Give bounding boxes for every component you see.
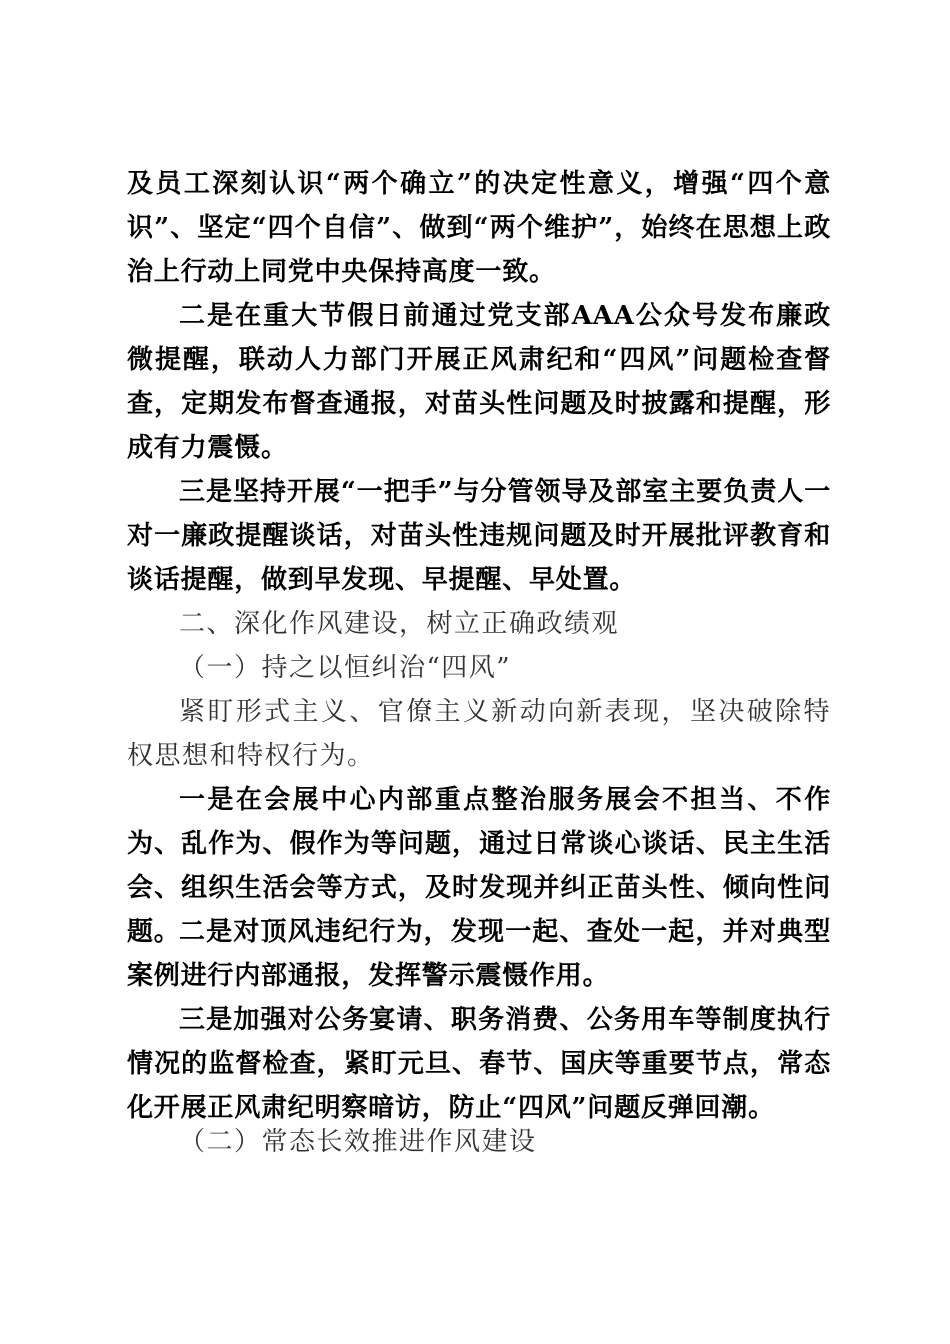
section-heading: 二、深化作风建设，树立正确政绩观: [179, 609, 620, 639]
paragraph-continuation: 及员工深刻认识“两个确立”的决定性意义，增强“四个意识”、坚定“四个自信”、做到“两个维护”，始终在思想上政治上行动上同党中央保持高度一致。: [127, 169, 831, 287]
paragraph-item-one-b: 一是在会展中心内部重点整治服务展会不担当、不作为、乱作为、假作为等问题，通过日常谈心谈话、民主生活会、组织生活会等方式，及时发现并纠正苗头性、倾向性问题。: [127, 785, 831, 947]
paragraph-item-three: 三是坚持开展“一把手”与分管领导及部室主要负责人一对一廉政提醒谈话，对苗头性违规问题及时开展批评教育和谈话提醒，做到早发现、早提醒、早处置。: [127, 477, 831, 595]
paragraph-item-three-b: 三是加强对公务宴请、职务消费、公务用车等制度执行情况的监督检查，紧盯元旦、春节、国庆等重要节点，常态化开展正风肃纪明察暗访，防止“四风”问题反弹回潮。: [127, 1005, 831, 1123]
paragraph-item-two-b: 二是对顶风违纪行为，发现一起、查处一起，并对典型案例进行内部通报，发挥警示震慑作用。: [127, 917, 831, 991]
paragraph-intro: 紧盯形式主义、官僚主义新动向新表现，坚决破除特权思想和特权行为。: [127, 697, 831, 771]
subsection-heading-two: （二）常态长效推进作风建设: [179, 1127, 537, 1157]
subsection-heading-one: （一）持之以恒纠治“四风”: [179, 653, 512, 683]
paragraph-item-two: 二是在重大节假日前通过党支部AAA公众号发布廉政微提醒，联动人力部门开展正风肃纪和“四风”问题检查督查，定期发布督查通报，对苗头性问题及时披露和提醒，形成有力震慑。: [127, 301, 831, 463]
